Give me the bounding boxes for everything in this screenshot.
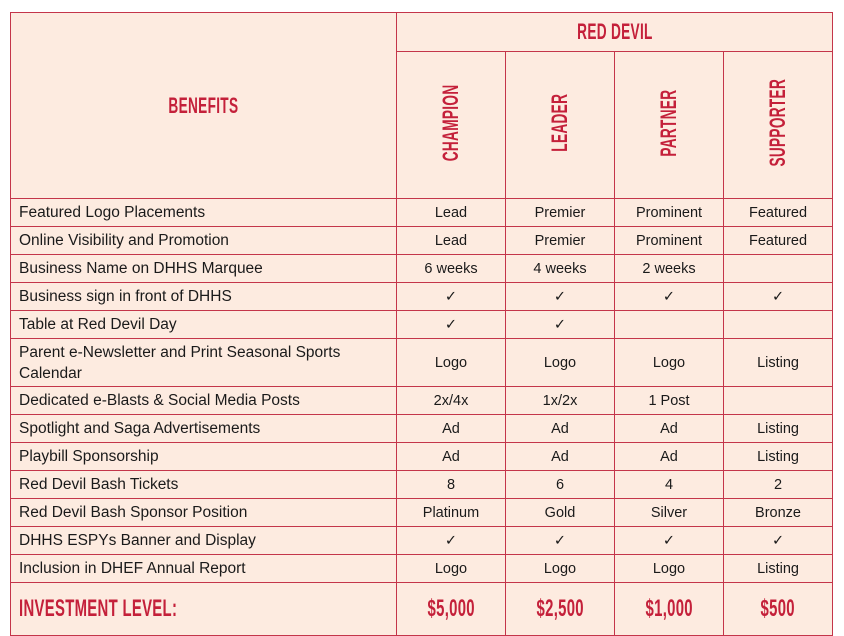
leader-investment-cell <box>506 583 615 636</box>
supporter-investment-cell <box>724 583 833 636</box>
supporter-check-icon: ✓ <box>724 527 833 555</box>
partner-value: Ad <box>615 443 724 471</box>
table-row <box>11 283 833 311</box>
leader-value: Premier <box>506 227 615 255</box>
sponsorship-benefits-table <box>10 12 833 636</box>
champion-check-icon: ✓ <box>397 527 506 555</box>
leader-value: Premier <box>506 199 615 227</box>
supporter-value: 2 <box>724 471 833 499</box>
benefit-label: Dedicated e-Blasts & Social Media Posts <box>11 387 397 415</box>
champion-value: Ad <box>397 443 506 471</box>
table-row <box>11 527 833 555</box>
header-row-group <box>11 13 833 52</box>
leader-check-icon: ✓ <box>506 283 615 311</box>
champion-check-icon: ✓ <box>397 283 506 311</box>
partner-value: 2 weeks <box>615 255 724 283</box>
benefit-label: Spotlight and Saga Advertisements <box>11 415 397 443</box>
table-row <box>11 311 833 339</box>
champion-value: Lead <box>397 227 506 255</box>
table-row <box>11 227 833 255</box>
partner-value: Silver <box>615 499 724 527</box>
benefit-label: Red Devil Bash Tickets <box>11 471 397 499</box>
partner-value <box>615 311 724 339</box>
partner-value: Prominent <box>615 199 724 227</box>
benefit-label: Playbill Sponsorship <box>11 443 397 471</box>
leader-check-icon: ✓ <box>506 311 615 339</box>
partner-check-icon: ✓ <box>615 283 724 311</box>
champion-investment: $5,000 <box>427 595 475 623</box>
leader-value: Gold <box>506 499 615 527</box>
leader-value: Ad <box>506 443 615 471</box>
supporter-value <box>724 255 833 283</box>
champion-value: 6 weeks <box>397 255 506 283</box>
champion-investment-cell <box>397 583 506 636</box>
champion-value: 8 <box>397 471 506 499</box>
supporter-value: Listing <box>724 339 833 387</box>
table-row <box>11 555 833 583</box>
tier-label-supporter: SUPPORTER <box>765 78 791 167</box>
leader-value: 6 <box>506 471 615 499</box>
champion-check-icon: ✓ <box>397 311 506 339</box>
partner-value: 1 Post <box>615 387 724 415</box>
table-row <box>11 339 833 387</box>
benefit-label: Business Name on DHHS Marquee <box>11 255 397 283</box>
table-row <box>11 499 833 527</box>
supporter-check-icon: ✓ <box>724 283 833 311</box>
supporter-value: Featured <box>724 199 833 227</box>
benefit-label: Parent e-Newsletter and Print Seasonal Sports Calendar <box>11 339 397 387</box>
leader-value: 4 weeks <box>506 255 615 283</box>
champion-value: Ad <box>397 415 506 443</box>
champion-value: Logo <box>397 339 506 387</box>
group-header-cell <box>397 13 833 52</box>
benefits-header-cell <box>11 13 397 199</box>
supporter-value: Featured <box>724 227 833 255</box>
tier-label-partner: PARTNER <box>656 89 681 157</box>
benefit-label: Featured Logo Placements <box>11 199 397 227</box>
supporter-value: Listing <box>724 555 833 583</box>
supporter-value: Bronze <box>724 499 833 527</box>
tier-header-champion <box>397 52 506 199</box>
benefit-label: DHHS ESPYs Banner and Display <box>11 527 397 555</box>
tier-label-leader: LEADER <box>547 93 572 152</box>
partner-investment: $1,000 <box>645 595 693 623</box>
investment-row <box>11 583 833 636</box>
partner-value: Logo <box>615 555 724 583</box>
tier-header-leader <box>506 52 615 199</box>
benefit-label: Online Visibility and Promotion <box>11 227 397 255</box>
champion-value: 2x/4x <box>397 387 506 415</box>
partner-value: Logo <box>615 339 724 387</box>
leader-value: 1x/2x <box>506 387 615 415</box>
table-row <box>11 255 833 283</box>
benefits-header: BENEFITS <box>168 92 239 118</box>
partner-value: Ad <box>615 415 724 443</box>
leader-value: Logo <box>506 339 615 387</box>
supporter-investment: $500 <box>760 595 796 623</box>
benefit-label: Red Devil Bash Sponsor Position <box>11 499 397 527</box>
partner-investment-cell <box>615 583 724 636</box>
investment-label-cell <box>11 583 397 636</box>
tier-label-champion: CHAMPION <box>438 84 463 162</box>
benefit-label: Table at Red Devil Day <box>11 311 397 339</box>
investment-label: INVESTMENT LEVEL: <box>19 595 178 623</box>
benefit-label: Inclusion in DHEF Annual Report <box>11 555 397 583</box>
leader-investment: $2,500 <box>536 595 584 623</box>
partner-check-icon: ✓ <box>615 527 724 555</box>
table-row <box>11 471 833 499</box>
champion-value: Logo <box>397 555 506 583</box>
leader-check-icon: ✓ <box>506 527 615 555</box>
table-row <box>11 199 833 227</box>
champion-value: Lead <box>397 199 506 227</box>
table-row <box>11 443 833 471</box>
tier-header-supporter <box>724 52 833 199</box>
leader-value: Logo <box>506 555 615 583</box>
benefit-label: Business sign in front of DHHS <box>11 283 397 311</box>
red-devil-header: RED DEVIL <box>576 19 653 44</box>
supporter-value <box>724 387 833 415</box>
partner-value: Prominent <box>615 227 724 255</box>
table-row <box>11 387 833 415</box>
supporter-value <box>724 311 833 339</box>
leader-value: Ad <box>506 415 615 443</box>
tier-header-partner <box>615 52 724 199</box>
partner-value: 4 <box>615 471 724 499</box>
supporter-value: Listing <box>724 415 833 443</box>
champion-value: Platinum <box>397 499 506 527</box>
table-row <box>11 415 833 443</box>
supporter-value: Listing <box>724 443 833 471</box>
